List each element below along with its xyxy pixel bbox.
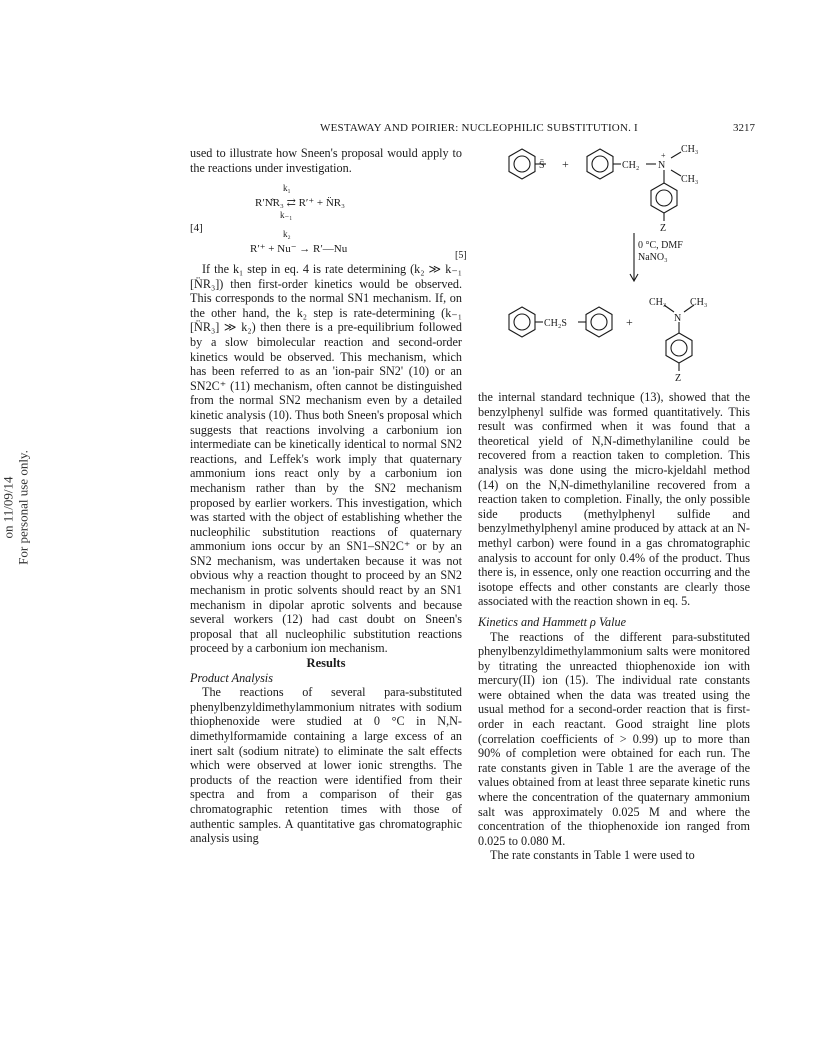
right-column-body xyxy=(478,390,750,863)
results-heading: Results xyxy=(306,656,346,671)
benzene-ring-4 xyxy=(509,307,535,337)
page-number: 3217 xyxy=(733,122,755,134)
left-column-intro xyxy=(190,146,462,175)
ch2s-label: CH₂S xyxy=(544,318,567,329)
plus-1: + xyxy=(562,157,569,171)
benzene-ring-2 xyxy=(587,149,613,179)
n-label-2: N xyxy=(674,313,682,324)
conditions-line-2: NaNO₃ xyxy=(638,252,668,263)
left-paragraph-2: The reactions of several para-substituted phenylbenzyldimethylammonium nitrates with sodium thiophenoxide were studied at 0 °C in N,N-dimethylformamide containing a large excess of an inert salt (sodium nitrate) to eliminate the salt effects which were observed at lower ionic strengths. The products of the reaction were identified from their spectra and from a comparison of their gas chromatographic retention times with those of authentic samples. A quantitative gas chromatographic analysis using xyxy=(190,685,462,846)
conditions-line-1: 0 °C, DMF xyxy=(638,240,683,251)
right-paragraph-2: The reactions of the different para-substituted phenylbenzyldimethylammonium salts were monitored by titrating the unreacted thiophenoxide ion with mercury(II) ion (15). The individual rate constants were obtained when the data was treated using the usual method for a second-order reaction that is first-order in each reactant. Good straight line plots (correlation coefficients of > 0.99) up to more than 90% of completion were obtained for each run. The rate constants given in Table 1 are the average of the values obtained from at least three separate kinetic runs where the concentration of the quaternary ammonium salt was approximately 0.025 M and where the concentration of the thiophenoxide ion ranged from 0.025 to 0.080 M. xyxy=(478,629,750,848)
watermark-line-2: For personal use only. xyxy=(15,450,31,565)
ch3-top: CH₃ xyxy=(681,144,699,155)
z-label-1: Z xyxy=(660,223,667,234)
equation-5-scheme xyxy=(455,140,768,385)
left-column-body xyxy=(190,262,462,846)
z-label-2: Z xyxy=(675,373,682,384)
benzene-ring-6 xyxy=(666,333,692,363)
plus-2: + xyxy=(626,315,633,329)
ch3-bottom: CH₃ xyxy=(681,174,699,185)
eq4-k2: k₂ xyxy=(283,229,291,239)
kinetics-heading: Kinetics and Hammett ρ Value xyxy=(478,614,627,629)
download-watermark xyxy=(0,258,31,758)
ch3-left: CH₃ xyxy=(649,297,667,308)
thiolate-s: S̄ xyxy=(539,160,545,171)
eq4-step1: R′N̊R₃ ⇄ R′⁺ + N̈R₃ xyxy=(255,197,345,209)
eq4-label: [4] xyxy=(190,222,203,234)
eq4-step2: R′⁺ + Nu⁻ → R′—Nu xyxy=(250,243,348,255)
right-paragraph-3: The rate constants in Table 1 were used to xyxy=(490,848,695,863)
ch3-right: CH₃ xyxy=(690,297,708,308)
eq4-k1: k₁ xyxy=(283,183,291,193)
eq4-k-minus1: k₋₁ xyxy=(280,210,293,220)
right-paragraph-1: the internal standard technique (13), showed that the benzylphenyl sulfide was formed quantitatively. This result was confirmed when it was found that a theoretical yield of N,N-dimethylaniline could be recovered from a reaction taken to completion. This analysis was done using the micro-kjeldahl method (14) on the N,N-dimethylaniline recovered from a reaction taken to completion. Finally, the only possible side products (methylphenyl sulfide and benzylmethylphenyl amine produced by attack at an N-methyl carbon) were found in a gas chromatographic analysis to account for only 0.4% of the product. Thus there is, in essence, only one reaction occurring and the isotope effects and other constants are clearly those associated with the reaction shown in eq. 5. xyxy=(478,390,750,609)
left-paragraph-1: If the k₁ step in eq. 4 is rate determining (k₂ ≫ k₋₁ [N̈R₃]) then first-order kinetics would be observed. This corresponds to the normal SN1 mechanism. If, on the other hand, the k₂ step is rate-determining (k₋₁ [N̈R₃] ≫ k₂) then there is a pre-equilibrium followed by a slow bimolecular reaction and second-order kinetics would be observed. This mechanism, which has been referred to as an 'ion-pair SN2' (10) or an SN2C⁺ (11) mechanism, often cannot be distinguished from the normal SN2 mechanism even by a detailed kinetic analysis (10). Thus both Sneen's proposal which suggests that reactions involving a carbonium ion intermediate can be kinetically identical to normal SN2 reactions, and Leffek's work imply that quaternary ammonium ions react only by a carbonium ion mechanism rather than by the SN2 mechanism proposed by earlier workers. This investigation, which was started with the object of establishing whether the nucleophilic substitution reactions of quaternary ammonium ions occur by an SN1–SN2C⁺ or by an SN2 mechanism, was undertaken because it was not obvious why a reaction thought to proceed by an SN2 mechanism in protic solvents should react by an SN1 mechanism in dipolar aprotic solvents and because several workers (12) had cast doubt on Sneen's proposal that all nucleophilic substitution reactions proceed by a carbonium ion mechanism. xyxy=(190,262,462,656)
product-analysis-heading: Product Analysis xyxy=(190,670,273,685)
running-title: WESTAWAY AND POIRIER: NUCLEOPHILIC SUBSTITUTION. I xyxy=(320,122,638,134)
charge-label: + xyxy=(661,151,666,160)
benzene-ring-5 xyxy=(586,307,612,337)
ch2-label: CH₂ xyxy=(622,160,640,171)
benzene-ring-3 xyxy=(651,183,677,213)
intro-paragraph: used to illustrate how Sneen's proposal would apply to the reactions under investigation. xyxy=(190,146,462,175)
n-label: N xyxy=(658,160,666,171)
benzene-ring-1 xyxy=(509,149,535,179)
eq5-label: [5] xyxy=(455,250,467,261)
watermark-line-1: on 11/09/14 xyxy=(0,476,16,539)
